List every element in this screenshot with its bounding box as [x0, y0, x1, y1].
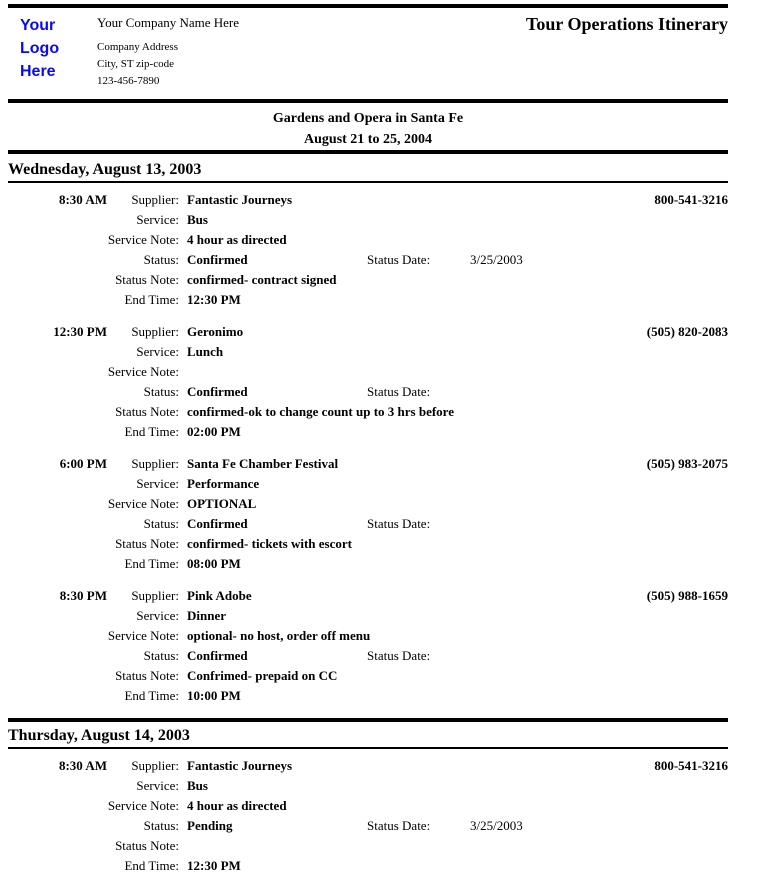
- service-row: [8, 776, 728, 796]
- status-value: Pending: [187, 818, 233, 833]
- end-time-row: [8, 290, 728, 310]
- status-date-value: [462, 514, 728, 534]
- service-label: Service:: [136, 608, 179, 623]
- status-row: [8, 514, 728, 534]
- supplier-row: [8, 454, 728, 474]
- status-note-label: Status Note:: [115, 536, 179, 551]
- service-note-label: Service Note:: [107, 798, 179, 813]
- company-name: Your Company Name Here: [97, 15, 240, 30]
- service-note-row: [8, 494, 728, 514]
- status-date-value: [462, 646, 728, 666]
- service-note-label: Service Note:: [107, 364, 179, 379]
- supplier-phone: 800-541-3216: [654, 192, 728, 207]
- end-time-label: End Time:: [124, 424, 179, 439]
- tour-name: Gardens and Opera in Santa Fe: [272, 111, 464, 126]
- end-time-value: 08:00 PM: [187, 556, 241, 571]
- end-time-label: End Time:: [124, 292, 179, 307]
- entry-time: 8:30 AM: [58, 758, 107, 773]
- status-label: Status:: [143, 516, 179, 531]
- entry-time: 8:30 PM: [59, 588, 107, 603]
- status-note-value: [179, 836, 728, 856]
- company-address-block: [97, 39, 526, 90]
- service-row: [8, 342, 728, 362]
- status-value: Confirmed: [187, 648, 248, 663]
- status-note-value: confirmed-ok to change count up to 3 hrs before: [187, 404, 454, 419]
- day-heading: Wednesday, August 13, 2003: [8, 160, 728, 183]
- company-address-line: Company Address: [97, 41, 178, 53]
- service-label: Service:: [136, 212, 179, 227]
- supplier-phone: (505) 988-1659: [646, 588, 728, 603]
- service-note-row: [8, 362, 728, 382]
- status-note-value: confirmed- tickets with escort: [187, 536, 352, 551]
- service-note-label: Service Note:: [107, 496, 179, 511]
- end-time-value: 10:00 PM: [187, 688, 241, 703]
- service-note-row: [8, 230, 728, 250]
- status-row: [8, 816, 728, 836]
- supplier-phone: (505) 983-2075: [646, 456, 728, 471]
- end-time-label: End Time:: [124, 858, 179, 873]
- supplier-row: [8, 586, 728, 606]
- status-note-label: Status Note:: [115, 404, 179, 419]
- status-date-label: Status Date:: [367, 516, 431, 531]
- supplier-value: Fantastic Journeys: [187, 192, 293, 207]
- status-note-label: Status Note:: [115, 272, 179, 287]
- status-date-label: Status Date:: [367, 252, 431, 267]
- company-logo-placeholder: [8, 14, 97, 83]
- supplier-label: Supplier:: [131, 588, 179, 603]
- status-date-value: 3/25/2003: [470, 252, 523, 267]
- status-note-row: [8, 666, 728, 686]
- supplier-row: [8, 190, 728, 210]
- entry-time: 8:30 AM: [58, 192, 107, 207]
- company-phone-line: 123-456-7890: [97, 75, 160, 87]
- supplier-label: Supplier:: [131, 192, 179, 207]
- status-note-value: Confrimed- prepaid on CC: [187, 668, 338, 683]
- logo-line: Here: [20, 63, 56, 80]
- end-time-row: [8, 422, 728, 442]
- supplier-phone: (505) 820-2083: [646, 324, 728, 339]
- status-date-label: Status Date:: [367, 648, 431, 663]
- end-time-row: [8, 554, 728, 574]
- end-time-row: [8, 686, 728, 706]
- service-note-value: 4 hour as directed: [187, 798, 287, 813]
- end-time-label: End Time:: [124, 556, 179, 571]
- service-value: Performance: [187, 476, 260, 491]
- status-note-row: [8, 270, 728, 290]
- logo-line: Logo: [20, 40, 60, 57]
- supplier-row: [8, 756, 728, 776]
- company-city-line: City, ST zip-code: [97, 58, 174, 70]
- service-note-row: [8, 626, 728, 646]
- status-row: [8, 250, 728, 270]
- report-header: [8, 8, 728, 99]
- itinerary-entry: [8, 190, 728, 310]
- service-note-label: Service Note:: [107, 628, 179, 643]
- status-date-label: Status Date:: [367, 384, 431, 399]
- itinerary-entry: [8, 586, 728, 706]
- status-note-label: Status Note:: [115, 838, 179, 853]
- title-rule: [8, 150, 728, 154]
- service-note-row: [8, 796, 728, 816]
- service-value: Bus: [187, 778, 208, 793]
- company-info: [97, 14, 526, 90]
- day-section: [8, 726, 728, 876]
- status-label: Status:: [143, 818, 179, 833]
- day-heading: Thursday, August 14, 2003: [8, 726, 728, 749]
- tour-title-block: [8, 103, 728, 150]
- service-note-value: [179, 362, 728, 382]
- supplier-label: Supplier:: [131, 324, 179, 339]
- supplier-value: Santa Fe Chamber Festival: [187, 456, 339, 471]
- entry-time: 6:00 PM: [59, 456, 107, 471]
- end-time-label: End Time:: [124, 688, 179, 703]
- supplier-value: Geronimo: [187, 324, 244, 339]
- service-row: [8, 606, 728, 626]
- status-note-row: [8, 836, 728, 856]
- service-label: Service:: [136, 476, 179, 491]
- status-value: Confirmed: [187, 384, 248, 399]
- itinerary-entry: [8, 322, 728, 442]
- status-date-label: Status Date:: [367, 818, 431, 833]
- day-entries: [8, 183, 728, 706]
- service-note-value: OPTIONAL: [187, 496, 257, 511]
- status-date-value: [462, 382, 728, 402]
- itinerary-entry: [8, 454, 728, 574]
- service-value: Bus: [187, 212, 208, 227]
- status-label: Status:: [143, 252, 179, 267]
- status-value: Confirmed: [187, 252, 248, 267]
- service-label: Service:: [136, 344, 179, 359]
- entry-time: 12:30 PM: [53, 324, 107, 339]
- end-time-value: 12:30 PM: [187, 858, 241, 873]
- status-note-value: confirmed- contract signed: [187, 272, 337, 287]
- service-row: [8, 474, 728, 494]
- supplier-phone: 800-541-3216: [654, 758, 728, 773]
- status-note-label: Status Note:: [115, 668, 179, 683]
- day-section: [8, 160, 728, 706]
- status-label: Status:: [143, 384, 179, 399]
- logo-line: Your: [20, 17, 56, 34]
- service-value: Lunch: [187, 344, 224, 359]
- status-date-value: 3/25/2003: [470, 818, 523, 833]
- service-row: [8, 210, 728, 230]
- report-title: Tour Operations Itinerary: [525, 14, 728, 34]
- day-entries: [8, 749, 728, 876]
- supplier-value: Fantastic Journeys: [187, 758, 293, 773]
- status-row: [8, 382, 728, 402]
- supplier-label: Supplier:: [131, 758, 179, 773]
- status-label: Status:: [143, 648, 179, 663]
- service-note-value: optional- no host, order off menu: [187, 628, 371, 643]
- supplier-label: Supplier:: [131, 456, 179, 471]
- end-time-value: 02:00 PM: [187, 424, 241, 439]
- tour-dates: August 21 to 25, 2004: [304, 132, 432, 147]
- end-time-value: 12:30 PM: [187, 292, 241, 307]
- status-value: Confirmed: [187, 516, 248, 531]
- supplier-row: [8, 322, 728, 342]
- service-value: Dinner: [187, 608, 226, 623]
- itinerary-entry: [8, 756, 728, 876]
- status-note-row: [8, 402, 728, 422]
- service-note-label: Service Note:: [107, 232, 179, 247]
- service-label: Service:: [136, 778, 179, 793]
- status-row: [8, 646, 728, 666]
- status-note-row: [8, 534, 728, 554]
- end-time-row: [8, 856, 728, 876]
- supplier-value: Pink Adobe: [187, 588, 252, 603]
- service-note-value: 4 hour as directed: [187, 232, 287, 247]
- day-divider-rule: [8, 718, 728, 722]
